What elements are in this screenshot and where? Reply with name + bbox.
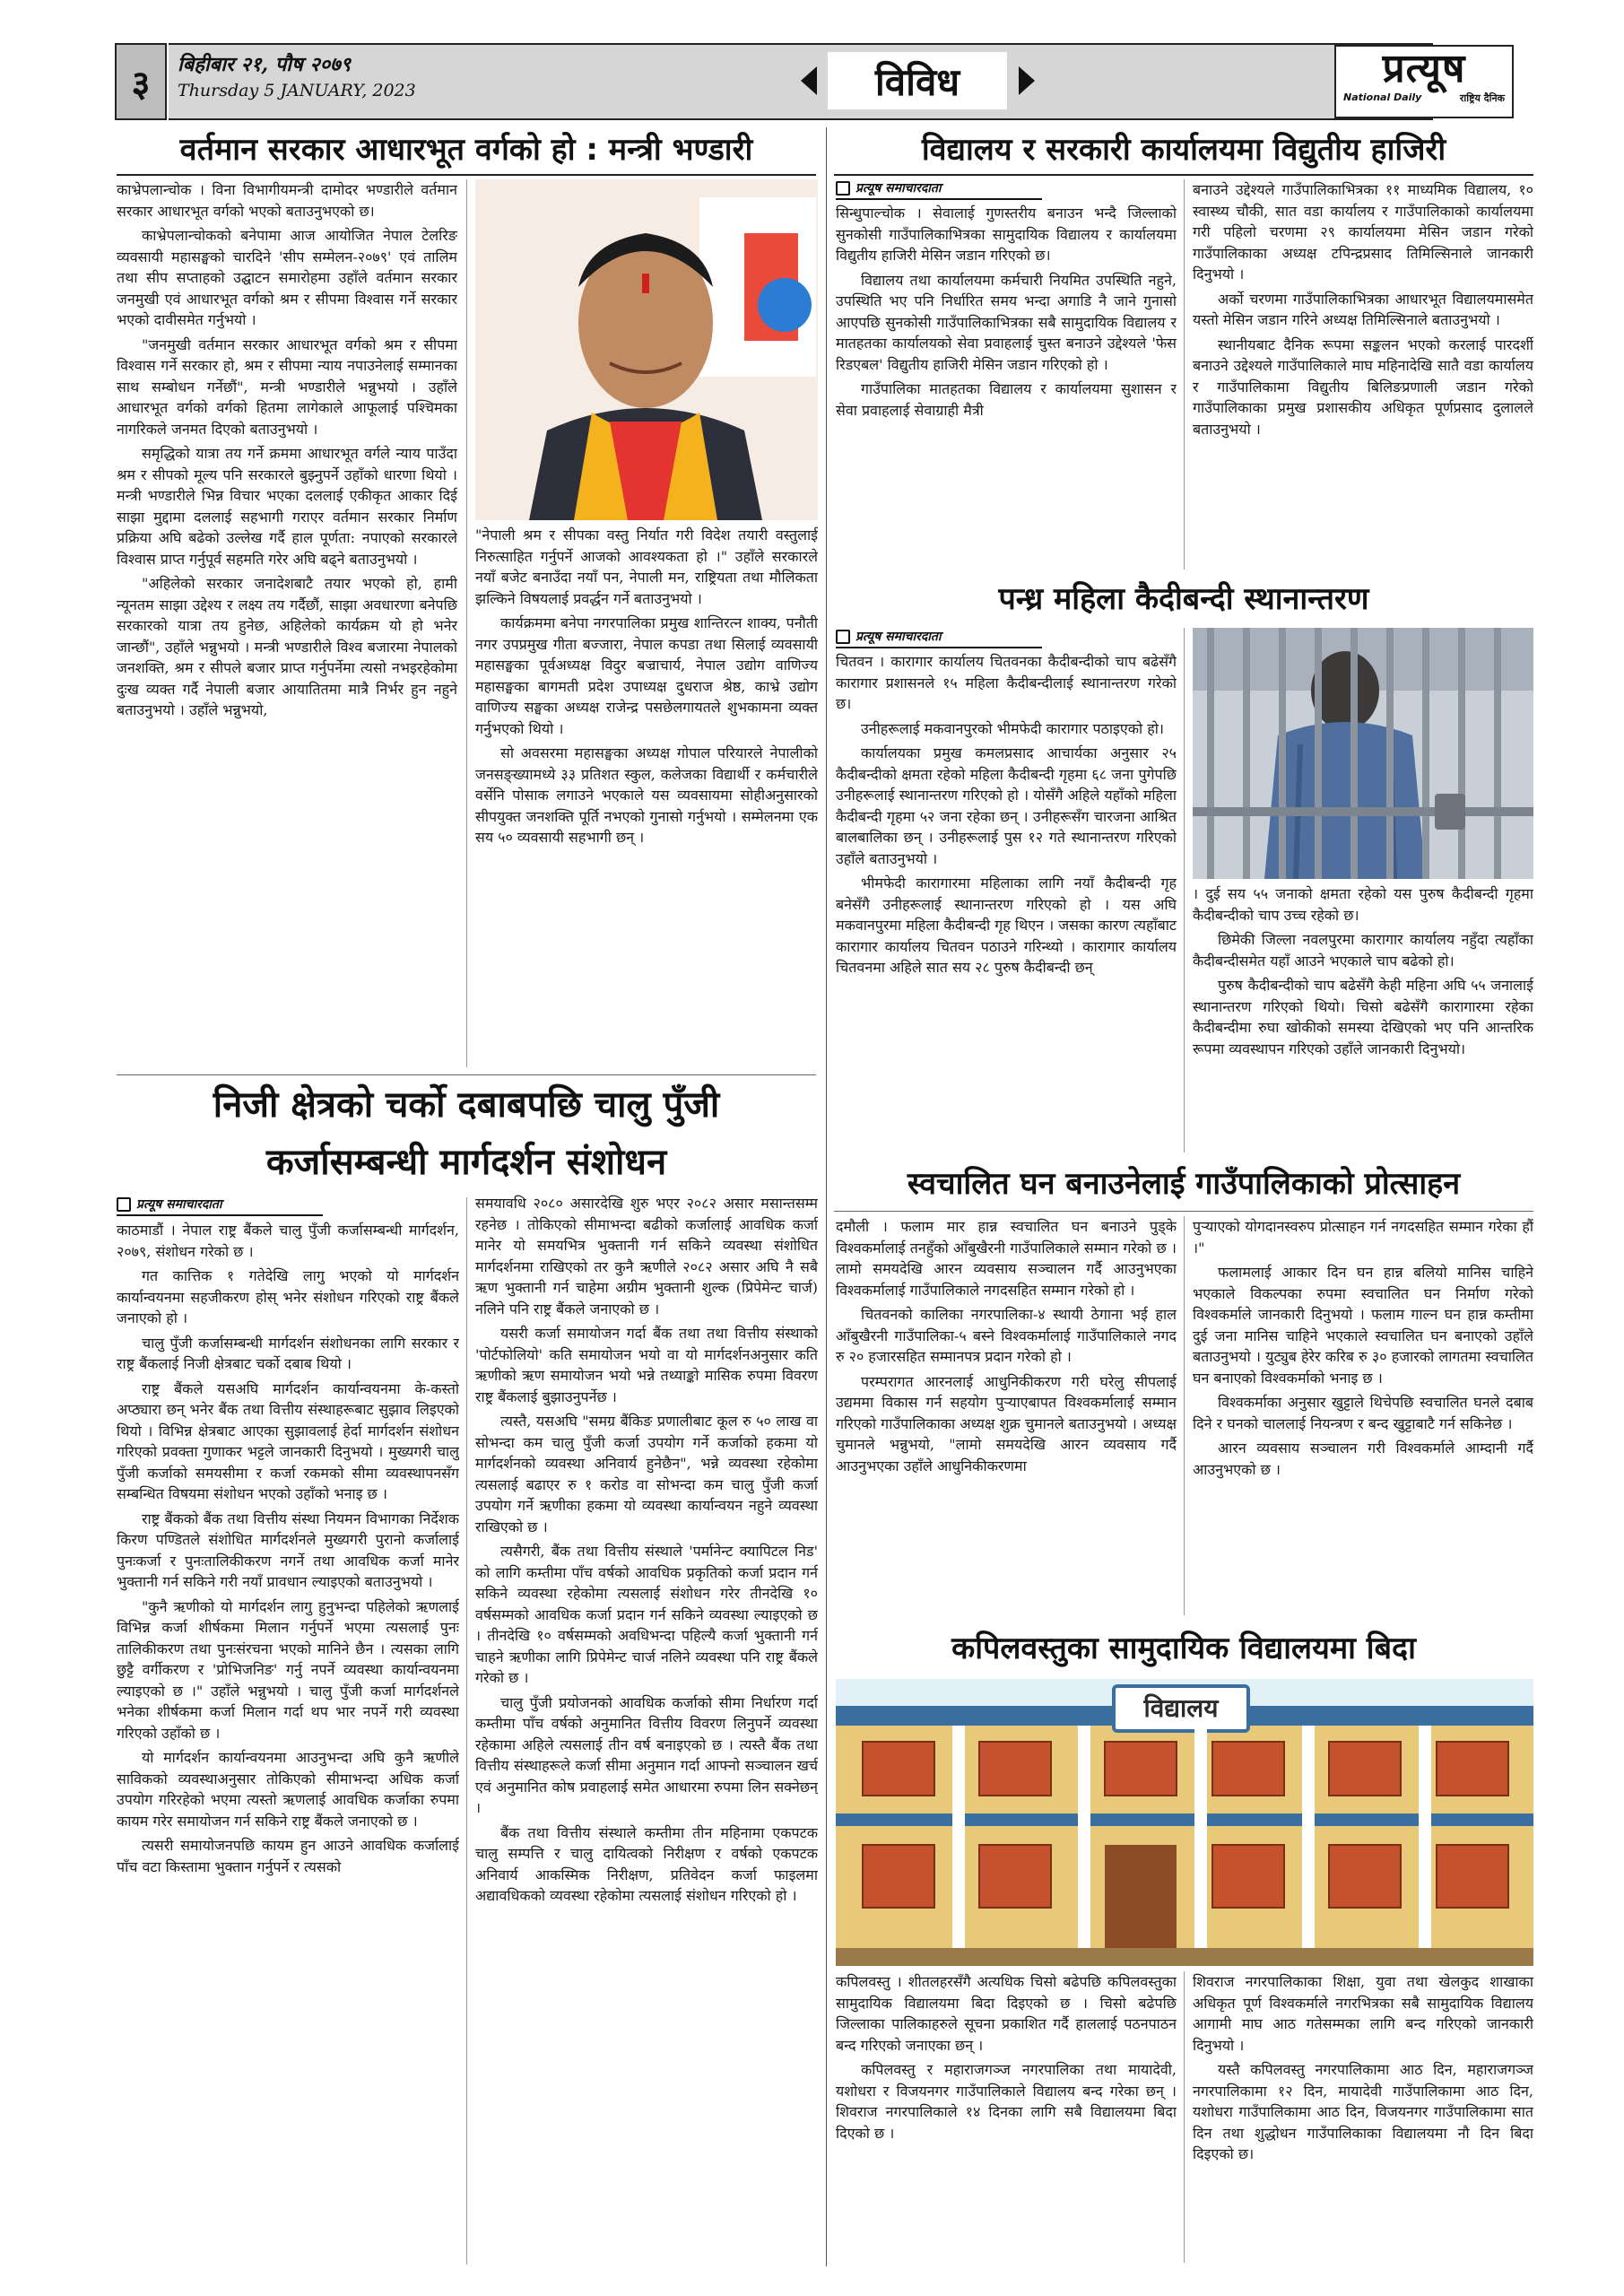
article-paragraph: राष्ट्र बैंकले यसअघि मार्गदर्शन कार्यान्वयनमा के-कस्तो अप्ठ्यारा छन् भनेर बैंक तथा वित्तीय संस्थाहरूबाट सुझाव लिइएको थियो । विभिन्न क्षेत्रबाट आएका सुझावलाई हेर्दा मार्गदर्शन संशोधन गरिएको प्रवक्ता गुणाकर भट्टले जानकारी दिनुभयो । मुख्यगरी चालु पुँजी कर्जाको समयसीमा र कर्जा रकमको सीमा व्यवस्थापनसँग सम्बन्धित विषयमा संशोधन भएको उहाँको भनाइ छ । — [117, 1379, 459, 1502]
column-divider — [1184, 1216, 1185, 1615]
article-3-col-2 — [1193, 883, 1533, 1152]
article-paragraph: यस्तै कपिलवस्तु नगरपालिकामा आठ दिन, महाराजगञ्ज नगरपालिकामा १२ दिन, मायादेवी गाउँपालिकामा आठ दिन, यशोधरा गाउँपालिकामा आठ दिन, विजयनगर गाउँपालिकामा सात दिन तथा शुद्धोधन गाउँपालिकाका विद्यालयमा नौ दिन बिदा दिइएको छ। — [1193, 2061, 1533, 2162]
byline — [836, 179, 1042, 200]
byline-icon — [836, 630, 850, 644]
masthead — [115, 43, 1532, 120]
article-paragraph: सिन्धुपाल्चोक । सेवालाई गुणस्तरीय बनाउन भन्दै जिल्लाको सुनकोसी गाउँपालिकाभित्रका सामुदायिक विद्यालय र कार्यालयमा विद्युतीय हाजिरी मेसिन जडान गरिएको छ। — [836, 204, 1177, 264]
portrait-illustration — [475, 179, 818, 520]
article-paragraph: पुरुष कैदीबन्दीको चाप बढेसँगै केही महिना अघि ५५ जनालाई स्थानान्तरण गरिएको थियो। चिसो बढेसँगै कारागारमा रहेका कैदीबन्दीमा रुघा खोकीको समस्या देखिएको भए पनि आन्तरिक रूपमा व्यवस्थापन गरिएको उहाँले जानकारी दिनुभयो। — [1193, 977, 1533, 1057]
date-box — [169, 43, 456, 120]
logo-title: प्रत्यूष — [1382, 46, 1466, 91]
article-paragraph: त्यस्तै, यसअघि "समग्र बैंकिङ प्रणालीबाट कूल रु ५० लाख वा सोभन्दा कम चालु पुँजी कर्जा उपयोग गर्ने कर्जाको हकमा यो मार्गदर्शनको व्यवस्था अनिवार्य हुनेछैन", भन्ने व्यवस्था रहेकोमा त्यसलाई बढाएर रु १ करोड वा सोभन्दा कम चालु पुँजी कर्जा उपयोग गर्ने ऋणीका हकमा यो व्यवस्था कार्यान्वयन नहुने व्यवस्था राखिएको छ । — [475, 1413, 818, 1535]
prison-photo — [1193, 628, 1533, 879]
article-paragraph: विश्वकर्माका अनुसार खुट्टाले थिचेपछि स्वचालित घनले दबाब दिने र घनको चाललाई नियन्त्रण र बन्द खुट्टाबाटै गर्न सकिनेछ । — [1193, 1394, 1533, 1432]
article-paragraph: राष्ट्र बैंकको बैंक तथा वित्तीय संस्था नियमन विभागका निर्देशक किरण पण्डितले संशोधित मार्गदर्शनले मुख्यगरी पुरानो कर्जालाई पुनःकर्जा र पुनःतालिकीकरण नगर्ने तथा आवधिक कर्जा मानेर भुक्तानी गर्न सकिने गरी नयाँ प्रावधान ल्याइएको बताउनुभयो । — [117, 1509, 459, 1590]
article-paragraph: चालु पुँजी प्रयोजनको आवधिक कर्जाको सीमा निर्धारण गर्दा कम्तीमा पाँच वर्षको अनुमानित वित्तीय विवरण लिनुपर्ने व्यवस्था रहेकामा अहिले त्यसलाई तीन वर्ष बनाइएको छ । त्यस्तै बैंक तथा वित्तीय संस्थाहरूले कर्जा सीमा अनुमान गर्दा आफ्नो सञ्चालन खर्च एवं अनुमानित कोष प्रवाहलाई समेत आधारमा रुपमा लिन सक्नेछन् । — [475, 1693, 818, 1816]
article-6-col-1 — [836, 1971, 1177, 2267]
article-5-col-2 — [1193, 1216, 1533, 1620]
byline — [117, 1196, 323, 1216]
section-title-box — [828, 52, 1007, 109]
article-3-col-1 — [836, 651, 1177, 1153]
school-illustration — [836, 1679, 1533, 1966]
newspaper-logo — [1334, 45, 1514, 118]
article-2-headline: विद्यालय र सरकारी कार्यालयमा विद्युतीय हाजिरी — [921, 132, 1446, 168]
article-paragraph: भीमफेदी कारागारमा महिलाका लागि नयाँ कैदीबन्दी गृह बनेसँगै उनीहरूलाई स्थानान्तरण गरिएको हो । यस अघि मकवानपुरमा महिला कैदीबन्दी गृह थिएन । जसका कारण त्यहाँबाट कारागार कार्यालय चितवन पठाउने गरिन्थ्यो । कारागार कार्यालय चितवनमा अहिले सात सय २८ पुरुष कैदीबन्दी छन् — [836, 874, 1177, 976]
article-paragraph: "जनमुखी वर्तमान सरकार आधारभूत वर्गको श्रम र सीपमा विश्वास गर्ने सरकार हो, श्रम र सीपमा न्याय नपाउनेलाई सम्मानका साथ सम्बोधन गर्नेछौं", मन्त्री भण्डारीले भन्नुभयो । उहाँले आधारभूत वर्गको वर्गको हितमा लागेकाले आफूलाई पश्चिमका नागरिकले जनमत दिएको बताउनुभयो । — [117, 335, 457, 438]
arrow-right-icon — [1019, 66, 1035, 95]
article-1-col-1 — [117, 179, 457, 1076]
byline-icon — [836, 181, 850, 196]
article-paragraph: चालु पुँजी कर्जासम्बन्धी मार्गदर्शन संशोधनका लागि सरकार र राष्ट्र बैंकलाई निजी क्षेत्रबाट चर्को दबाब थियो । — [117, 1334, 459, 1372]
article-paragraph: कपिलवस्तु र महाराजगञ्ज नगरपालिका तथा मायादेवी, यशोधरा र विजयनगर गाउँपालिकाले विद्यालय बन्द गरेका छन् । शिवराज नगरपालिकाले १४ दिनका लागि सबै विद्यालयमा बिदा दिएको छ । — [836, 2061, 1177, 2142]
article-paragraph: काभ्रेपलान्चोक । विना विभागीयमन्त्री दामोदर भण्डारीले वर्तमान सरकार आधारभूत वर्गको भएको बताउनुभएको छ। — [117, 181, 457, 220]
article-4-col-1 — [117, 1220, 459, 2265]
article-paragraph: "अहिलेको सरकार जनादेशबाटै तयार भएको हो, हामी न्यूनतम साझा उद्देश्य र लक्ष्य तय गर्दैछौं, साझा अवधारणा बनेपछि सरकारको यात्रा तय हुनेछ, अहिलेको कार्यक्रम यो हो भनेर जान्छौं", उहाँले भन्नुभयो । मन्त्री भण्डारीले विश्व बजारमा नेपालको जनशक्ति, श्रम र सीपले बजार प्राप्त गर्नुपर्नेमा त्यसो नभइरहेकोमा दुःख व्यक्त गर्दै नेपाली बजार आयातितमा मात्रै निर्भर हुन नहुने बताउनुभयो । उहाँले भन्नुभयो, — [117, 575, 457, 718]
byline-label: प्रत्यूष समाचारदाता — [855, 630, 942, 644]
article-paragraph: चितवन । कारागार कार्यालय चितवनका कैदीबन्दीको चाप बढेसँगै कारागार प्रशासनले १५ महिला कैदीबन्दीलाई स्थानान्तरण गरेको छ। — [836, 653, 1177, 712]
page-column-divider — [826, 127, 827, 2266]
article-paragraph: काठमाडौं । नेपाल राष्ट्र बैंकले चालु पुँजी कर्जासम्बन्धी मार्गदर्शन, २०७९, संशोधन गरेको छ । — [117, 1222, 459, 1260]
article-paragraph: यसरी कर्जा समायोजन गर्दा बैंक तथा तथा वित्तीय संस्थाको 'पोर्टफोलियो' कति समायोजन भयो वा यो मार्गदर्शनअनुसार कति ऋणीको ऋण समायोजन भयो भन्ने तथ्याङ्को मासिक रुपमा विवरण राष्ट्र बैंकलाई बुझाउनुपर्नेछ । — [475, 1325, 818, 1405]
article-paragraph: दमौली । फलाम मार हान्न स्वचालित घन बनाउने पुड्के विश्वकर्मालाई तनहुँको आँबुखैरनी गाउँपालिकाले सम्मान गरेको छ । लामो समयदेखि आरन व्यवसाय सञ्चालन गर्दै आउनुभएका विश्वकर्मालाई गाउँपालिकाले नगदसहित सम्मान गरेको हो । — [836, 1218, 1177, 1299]
logo-sub-right: राष्ट्रिय दैनिक — [1459, 92, 1505, 104]
article-paragraph: पुऱ्याएको योगदानस्वरुप प्रोत्साहन गर्न नगदसहित सम्मान गरेका हौं ।" — [1193, 1218, 1533, 1257]
article-4-headline-line-1: निजी क्षेत्रको चर्को दबाबपछि चालु पुँजी — [213, 1084, 720, 1126]
article-1-rule — [117, 174, 816, 176]
article-paragraph: स्थानीयबाट दैनिक रूपमा सङ्कलन भएको करलाई पारदर्शी बनाउने उद्देश्यले गाउँपालिकाले माघ महिनादेखि सातै वडा कार्यालय र गाउँपालिकामा विद्युतीय बिलिङप्रणाली जडान गरेको गाउँपालिकाका प्रमुख प्रशासकीय अधिकृत पूर्णप्रसाद दुलालले बताउनुभयो । — [1193, 335, 1533, 438]
section-rule — [117, 1074, 816, 1075]
page-number: ३ — [131, 63, 151, 105]
article-paragraph: कपिलवस्तु । शीतलहरसँगै अत्यधिक चिसो बढेपछि कपिलवस्तुका सामुदायिक विद्यालयमा बिदा दिइएको छ । चिसो बढेपछि जिल्लाका पालिकाहरुले सूचना प्रकाशित गर्दै हाललाई पठनपाठन बन्द गरिएको जनाएका छन् । — [836, 1973, 1177, 2054]
column-divider — [1184, 628, 1185, 1152]
article-paragraph: छिमेकी जिल्ला नवलपुरमा कारागार कार्यालय नहुँदा त्यहाँका कैदीबन्दीसमेत यहाँ आउने भएकाले चाप बढेको हो। — [1193, 931, 1533, 970]
logo-sub-left: National Daily — [1343, 91, 1422, 103]
article-paragraph: कार्यालयका प्रमुख कमलप्रसाद आचार्यका अनुसार २५ कैदीबन्दीको क्षमता रहेको महिला कैदीबन्दी गृहमा ६८ जना पुगेपछि उनीहरूलाई स्थानान्तरण गरिएको हो । योसँगै अहिले यहाँको महिला कैदीबन्दी गृहमा ५२ जना रहेका छन् । उनीहरूसँग चारजना आश्रित बालबालिका छन् । उनीहरूलाई पुस १२ गते स्थानान्तरण गरिएको उहाँले बताउनुभयो । — [836, 744, 1177, 867]
article-paragraph: समृद्धिको यात्रा तय गर्ने क्रममा आधारभूत वर्गले न्याय पाउँदा श्रम र सीपको मूल्य पनि सरकारले बुझ्नुपर्ने उहाँको धारणा थियो । मन्त्री भण्डारीले भिन्न विचार भएका दललाई एकीकृत आकार दिई साझा मुद्दामा दललाई सहभागी गराएर वर्तमान सरकार निर्माण प्रक्रिया अघि बढेको उल्लेख गर्दै हाल पूर्णता: नपाएको सरकारले विश्वास प्राप्त गर्नुपूर्व सहमति गरेर अघि बढ्ने बताउनुभयो । — [117, 445, 457, 568]
article-paragraph: समयावधि २०८० असारदेखि शुरु भएर २०८२ असार मसान्तसम्म रहनेछ । तोकिएको सीमाभन्दा बढीको कर्जालाई आवधिक कर्जा मानेर यो समयभित्र भुक्तानी गर्न सकिने व्यवस्था संशोधित मार्गदर्शनमा राखिएको तर कुनै ऋणीले २०८२ असार अघि नै सबै ऋण भुक्तानी गर्न चाहेमा अग्रीम भुक्तानी शुल्क (प्रिपेमेन्ट चार्ज) नलिने पनि राष्ट्र बैंकले जनाएको छ । — [475, 1195, 818, 1318]
article-2-col-2 — [1193, 179, 1533, 570]
column-divider — [1184, 1971, 1185, 2263]
date-english: Thursday 5 JANUARY, 2023 — [178, 81, 416, 100]
page-number-box — [115, 43, 167, 120]
article-paragraph: गाउँपालिका मातहतका विद्यालय र कार्यालयमा सुशासन र सेवा प्रवाहलाई सेवाग्राही मैत्री — [836, 380, 1177, 419]
article-paragraph: कार्यक्रममा बनेपा नगरपालिका प्रमुख शान्तिरत्न शाक्य, पनौती नगर उपप्रमुख गीता बज्जारा, नेपाल कपडा तथा सिलाई व्यवसायी महासङ्घका पूर्वअध्यक्ष विदुर बज्राचार्य, नेपाल उद्योग वाणिज्य महासङ्घका बागमती प्रदेश उपाध्यक्ष दुधराज श्रेष्ठ, काभ्रे उद्योग वाणिज्य सङ्घका अध्यक्ष राजेन्द्र पसछेलगायतले शुभकामना व्यक्त गर्नुभएको थियो । — [475, 614, 818, 737]
article-2-col-1 — [836, 203, 1177, 570]
arrow-left-icon — [801, 66, 817, 95]
byline-icon — [117, 1197, 131, 1212]
article-paragraph: बनाउने उद्देश्यले गाउँपालिकाभित्रका ११ माध्यमिक विद्यालय, १० स्वास्थ्य चौकी, सात वडा कार्यालय र गाउँपालिकाको कार्यालयमा गरी पहिलो चरणमा २९ कार्यालयमा मेसिन जडान गरेको गाउँपालिकाका अध्यक्ष टपिन्द्रप्रसाद तिमिल्सिनाले जानकारी दिनुभयो । — [1193, 181, 1533, 283]
article-paragraph: आरन व्यवसाय सञ्चालन गरी विश्वकर्माले आम्दानी गर्दै आउनुभएको छ । — [1193, 1439, 1533, 1478]
article-paragraph: फलामलाई आकार दिन घन हान्न बलियो मानिस चाहिने भएकाले विकल्पका रुपमा स्वचालित घन निर्माण गरेको विश्वकर्माले जानकारी दिनुभयो । फलाम गाल्न घन हान्न कम्तीमा दुई जना मानिस चाहिने भएकाले स्वचालित घन बनाएको उहाँले बताउनुभयो । युट्युब हेरेर करिब रु ३० हजारको लागतमा स्वचालित घन बनाएको विश्वकर्माको भनाइ छ । — [1193, 1264, 1533, 1387]
article-paragraph: शिवराज नगरपालिकाका शिक्षा, युवा तथा खेलकुद शाखाका अधिकृत पूर्ण विश्वकर्माले नगरभित्रका सबै सामुदायिक विद्यालय आगामी माघ आठ गतेसम्मका लागि बन्द गरिएको जानकारी दिनुभयो । — [1193, 1973, 1533, 2054]
date-nepali: बिहीबार २१, पौष २०७९ — [178, 53, 352, 76]
article-paragraph: यो मार्गदर्शन कार्यान्वयनमा आउनुभन्दा अघि कुनै ऋणीले साविकको व्यवस्थाअनुसार तोकिएको सीमाभन्दा अधिक कर्जा उपयोग गरिरहेको भएमा त्यस्तो ऋणलाई आवधिक कर्जाका रुपमा कायम गरेर समायोजन गर्न सकिने राष्ट्र बैंकले जनाएको छ । — [117, 1749, 459, 1830]
article-paragraph: विद्यालय तथा कार्यालयमा कर्मचारी नियमित उपस्थिति नहुने, उपस्थिति भए पनि निर्धारित समय भन्दा अगाडि नै जाने गुनासो आएपछि सुनकोसी गाउँपालिकाभित्रका सबै सामुदायिक विद्यालय र मातहतका कार्यालयको सेवा प्रवाहलाई चुस्त बनाउने उद्देश्यले 'फेस रिडएबल' विद्युतीय हाजिरी मेसिन जडान गरिएको हो । — [836, 271, 1177, 373]
column-divider — [466, 179, 467, 1067]
article-5-headline: स्वचालित घन बनाउनेलाई गाउँपालिकाको प्रोत्साहन — [907, 1166, 1461, 1202]
article-paragraph: अर्को चरणमा गाउँपालिकाभित्रका आधारभूत विद्यालयमासमेत यस्तो मेसिन जडान गरिने अध्यक्ष तिमिल्सिनाले बताउनुभयो । — [1193, 290, 1533, 328]
byline-label: प्रत्यूष समाचारदाता — [855, 181, 942, 196]
article-paragraph: काभ्रेपलान्चोकको बनेपामा आज आयोजित नेपाल टेलरिङ व्यवसायी महासङ्घको चारदिने 'सीप सम्मेलन-२०७९' एवं तालिम तथा सीप सप्ताहको उद्घाटन समारोहमा उहाँले वर्तमान सरकार जनमुखी एवं आधारभूत वर्गको श्रम र सीपमा विश्वास गर्ने सरकार भएको दावीसमेत गर्नुभयो । — [117, 227, 457, 328]
school-sign-text: विद्यालय — [1143, 1693, 1219, 1723]
article-paragraph: "नेपाली श्रम र सीपका वस्तु निर्यात गरी विदेश तयारी वस्तुलाई निरुत्साहित गर्नुपर्ने आजको आवश्यकता हो ।" उहाँले सरकारले नयाँ बजेट बनाउँदा नयाँ पन, नेपाली मन, राष्ट्रियता तथा मौलिकता झल्किने विषयलाई प्रवर्द्धन गर्ने बताउनुभयो । — [475, 526, 818, 607]
article-4-headline-line-2: कर्जासम्बन्धी मार्गदर्शन संशोधन — [265, 1142, 667, 1183]
article-paragraph: "कुनै ऋणीको यो मार्गदर्शन लागु हुनुभन्दा पहिलेको ऋणलाई विभिन्न कर्जा शीर्षकमा मिलान गर्नुपर्ने भएमा त्यसलाई पुनः तालिकीकरण तथा पुनःसंरचना भएको मानिने छैन । त्यसका लागि छुट्टै वर्गीकरण र 'प्रोभिजनिङ' गर्नु नपर्ने व्यवस्था कार्यान्वयनमा ल्याइएको छ ।" उहाँले भन्नुभयो । चालु पुँजी कर्जा मार्गदर्शनले भनेका शीर्षकमा कर्जा मिलान गर्दा थप भार नपर्ने गरी व्यवस्था गरिएको उहाँको छ । — [117, 1597, 459, 1742]
article-6-col-2 — [1193, 1971, 1533, 2267]
article-paragraph: बैंक तथा वित्तीय संस्थाले कम्तीमा तीन महिनामा एकपटक चालु सम्पत्ति र चालु दायित्वको निरीक्षण र वर्षको एकपटक अनिवार्य आकस्मिक निरीक्षण, प्रतिवेदन कर्जा फाइलमा अद्यावधिकको व्यवस्था रहेकोमा त्यसलाई संशोधन गरिएको हो । — [475, 1823, 818, 1904]
prison-illustration — [1193, 628, 1533, 879]
article-5-rule — [834, 1211, 1533, 1212]
article-1-col-2 — [475, 525, 818, 1072]
article-paragraph: गत कात्तिक १ गतेदेखि लागु भएको यो मार्गदर्शन कार्यान्वयनमा सहजीकरण होस् भनेर संशोधन गरिएको राष्ट्र बैंकले जनाएको हो । — [117, 1267, 459, 1326]
article-paragraph: त्यसैगरी, बैंक तथा वित्तीय संस्थाले 'पर्मानेन्ट क्यापिटल निड' को लागि कम्तीमा पाँच वर्षको आवधिक प्रकृतिको कर्जा प्रदान गर्न सकिने व्यवस्था रहेकोमा त्यसलाई संशोधन गरेर तीनदेखि १० वर्षसम्मको आवधिक कर्जा प्रदान गर्न सकिने व्यवस्था ल्याइएको छ । तीनदेखि १० वर्षसम्मको अवधिभन्दा पहिल्यै कर्जा भुक्तानी गर्न चाहने ऋणीका लागि प्रिपेमेन्ट चार्ज नलिने व्यवस्था पनि राष्ट्र बैंकले गरेको छ । — [475, 1543, 818, 1686]
article-paragraph: सो अवसरमा महासङ्घका अध्यक्ष गोपाल परियारले नेपालीको जनसङ्ख्यामध्ये ३३ प्रतिशत स्कुल, कलेजका विद्यार्थी र कर्मचारीले वर्सेनि पोसाक लगाउने भएकाले यस व्यवसायमा सोहीअनुसारको सीपयुक्त जनशक्ति पूर्ति नभएको गुनासो गर्नुभयो । सम्मेलनमा एक सय ५० व्यवसायी सहभागी छन् । — [475, 744, 818, 846]
section-title: विविध — [874, 59, 960, 104]
byline — [836, 628, 1042, 648]
article-paragraph: चितवनको कालिका नगरपालिका-४ स्थायी ठेगाना भई हाल आँबुखैरनी गाउँपालिका-५ बस्ने विश्वकर्मालाई गाउँपालिकाले नगद रु २० हजारसहित सम्मानपत्र प्रदान गरेको हो । — [836, 1306, 1177, 1365]
article-3-headline: पन्ध्र महिला कैदीबन्दी स्थानान्तरण — [998, 581, 1369, 617]
article-5-col-1 — [836, 1216, 1177, 1620]
column-divider — [466, 1197, 467, 2265]
article-paragraph: परम्परागत आरनलाई आधुनिकीकरण गरी घरेलु सीपलाई उद्यममा विकास गर्न सहयोग पुऱ्याएबापत विश्वकर्मालाई सम्मान गरिएको गाउँपालिकाका अध्यक्ष शुक्र चुमानले बताउनुभयो । अध्यक्ष चुमानले भन्नुभयो, "लामो समयदेखि आरन व्यवसाय गर्दै आउनुभएका उहाँले आधुनिकीकरणमा — [836, 1372, 1177, 1474]
article-paragraph: त्यसरी समायोजनपछि कायम हुन आउने आवधिक कर्जालाई पाँच वटा किस्तामा भुक्तान गर्नुपर्ने र त्यसको — [117, 1837, 459, 1875]
article-2-rule — [834, 174, 1533, 176]
article-1-headline: वर्तमान सरकार आधारभूत वर्गको हो : मन्त्री भण्डारी — [179, 132, 753, 168]
article-paragraph: उनीहरूलाई मकवानपुरको भीमफेदी कारागार पठाइएको हो। — [861, 719, 1164, 737]
minister-photo — [475, 179, 818, 520]
article-4-col-2 — [475, 1193, 818, 2265]
article-paragraph: । दुई सय ५५ जनाको क्षमता रहेको यस पुरुष कैदीबन्दी गृहमा कैदीबन्दीको चाप उच्च रहेको छ। — [1193, 885, 1533, 924]
column-divider — [1184, 179, 1185, 570]
byline-label: प्रत्यूष समाचारदाता — [136, 1197, 222, 1212]
section-banner — [456, 43, 1433, 120]
article-6-headline: कपिलवस्तुका सामुदायिक विद्यालयमा बिदा — [951, 1631, 1416, 1666]
